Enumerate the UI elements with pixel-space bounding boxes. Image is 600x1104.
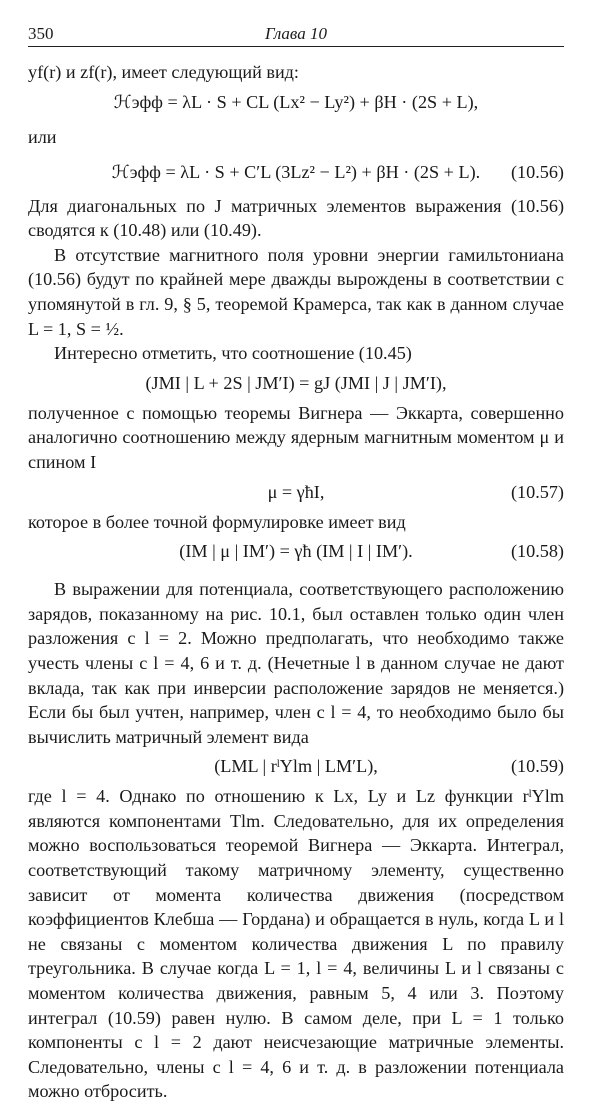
chapter-title: Глава 10	[265, 24, 327, 43]
equation-10-59-number: (10.59)	[510, 756, 564, 777]
equation-10-45	[28, 366, 564, 401]
paragraph-conclusion: где l = 4. Однако по отношению к Lx, Ly и Lz функции rˡYlm являются компонентами Tlm. Следовательно, для их определения можно воспользоваться теоремой Вигнера — Эккарта. Интеграл, соответствующий такому матричному элементу, существенно зависит от момента количества движения (посредством коэффициентов Клебша — Гордана) и обращается в нуль, когда L и l не связаны с моментом количества движения L по правилу треугольника. В случае когда L = 1, l = 4, величины L и l связаны с моментом количества движения, равным 5, 4 или 3. Поэтому интеграл (10.59) равен нулю. В самом деле, при L = 1 только компоненты с l = 2 дают неисчезающие матричные элементы. Следовательно, члены с l = 4, 6 и т. д. в разложении потенциала можно отбросить.	[28, 786, 564, 1102]
equation-10-59-formula: (LML | rˡYlm | LM′L),	[214, 756, 378, 777]
equation-10-45-formula: (JMI | L + 2S | JM′I) = gJ (JMI | J | JM′I),	[145, 372, 447, 393]
equation-10-58-number: (10.58)	[510, 541, 564, 562]
intro-line: yf(r) и zf(r), имеет следующий вид:	[28, 62, 299, 82]
paragraph-diagonal-elements: Для диагональных по J матричных элементов выражения (10.56) сводятся к (10.48) или (10.49).	[28, 195, 564, 241]
page-body	[28, 60, 564, 1104]
equation-10-56	[28, 155, 564, 190]
page-header	[28, 22, 564, 47]
equation-10-58	[28, 534, 564, 569]
paragraph-potential-expansion: В выражении для потенциала, соответствующего расположению зарядов, показанному на рис. 10.1, был оставлен только один член разложения с l = 2. Можно предполагать, что необходимо также учесть члены с l = 4, 6 и т. д. (Нечетные l в данном случае не дают вклада, так как при инверсии расположение зарядов не меняется.) Если бы был учтен, например, член с l = 4, то необходимо было бы вычислить матричный элемент вида	[28, 579, 564, 747]
equation-10-58-formula: (IM | μ | IM′) = γħ (IM | I | IM′).	[179, 541, 413, 562]
page-number: 350	[28, 24, 54, 43]
equation-10-59	[28, 749, 564, 784]
paragraph-relation-intro: Интересно отметить, что соотношение (10.45)	[54, 343, 412, 364]
equation-10-56-formula: ℋэфф = λL · S + C′L (3Lz² − L²) + βH · (2S + L).	[111, 161, 481, 182]
equation-hamiltonian-a	[28, 85, 564, 120]
equation-10-57	[28, 475, 564, 510]
paragraph-precise-form: которое в более точной формулировке имеет вид	[28, 511, 406, 532]
equation-10-57-formula: μ = γħI,	[267, 481, 325, 502]
paragraph-wigner-eckart: полученное с помощью теоремы Вигнера — Эккарта, совершенно аналогично соотношению между ядерным магнитным моментом μ и спином I	[28, 402, 564, 472]
equation-10-57-number: (10.57)	[510, 481, 564, 502]
equation-10-56-number: (10.56)	[510, 161, 564, 182]
or-word: или	[28, 126, 57, 147]
equation-hamiltonian-b	[28, 120, 564, 155]
paragraph-kramers: В отсутствие магнитного поля уровни энергии гамильтониана (10.56) будут по крайней мере дважды вырождены в соответствии с упомянутой в гл. 9, § 5, теоремой Крамерса, так как в данном случае L = 1, S = ½.	[28, 244, 564, 339]
equation-a-formula: ℋэфф = λL · S + CL (Lx² − Ly²) + βH · (2S + L),	[113, 91, 479, 112]
